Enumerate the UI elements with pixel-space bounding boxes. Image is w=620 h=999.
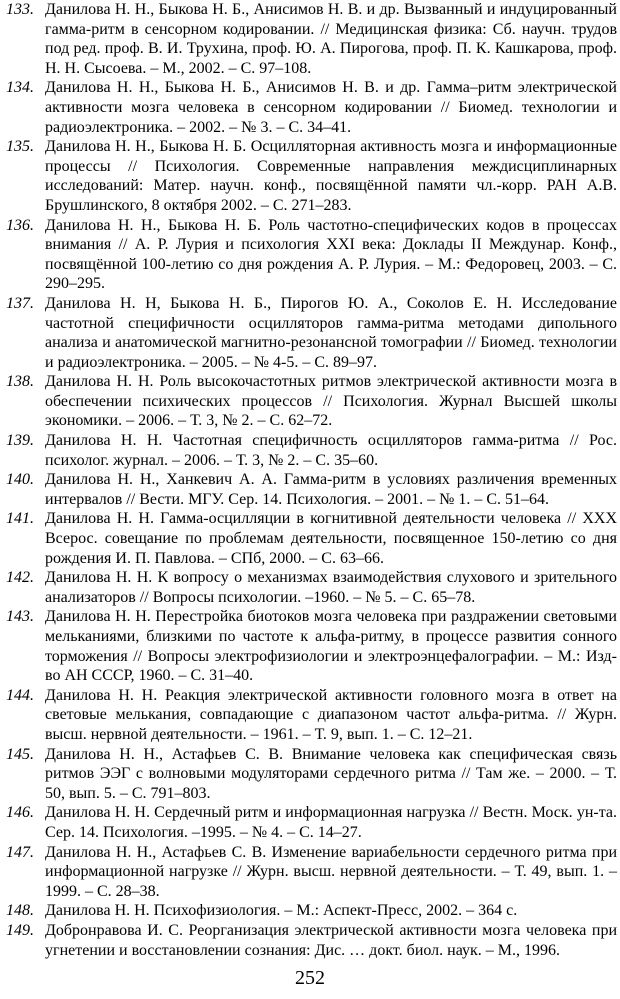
reference-item: [6, 921, 617, 960]
reference-text: Данилова Н. Н., Быкова Н. Б. Осцилляторная активность мозга и информационные процессы // Психология. Современные направления междисциплинарных исследований: Матер. научн. конф., посвящённой памяти чл.-корр. РАН А.В. Брушлинского, 8 октября 2002. – С. 271–283.: [45, 138, 617, 214]
reference-item: [6, 607, 617, 685]
reference-number: 133.: [6, 1, 34, 18]
reference-item: [6, 0, 617, 78]
reference-number: 137.: [6, 294, 34, 312]
reference-number: 146.: [6, 804, 34, 822]
reference-text: Данилова Н. Н. Роль высокочастотных ритмов электрической активности мозга в обеспечении психических процессов // Психология. Журнал Высшей школы экономики. – 2006. – Т. 3, № 2. – С. 62–72.: [45, 373, 617, 430]
reference-item: [6, 803, 617, 842]
reference-text: Данилова Н. Н., Ханкевич А. А. Гамма-ритм в условиях различения временных интервалов // Вести. МГУ. Сер. 14. Психология. – 2001. – № 1. – С. 51–64.: [45, 471, 617, 508]
reference-text: Данилова Н. Н. К вопросу о механизмах взаимодействия слухового и зрительного анализаторов // Вопросы психологии. –1960. – № 5. – С. 65–78.: [45, 569, 617, 606]
reference-text: Данилова Н. Н., Астафьев С. В. Внимание человека как специфическая связь ритмов ЭЭГ с волновыми модуляторами сердечного ритма // Там же. – 2000. – Т. 50, вып. 5. – С. 791–803.: [45, 745, 617, 802]
reference-item: [6, 843, 617, 902]
reference-number: 139.: [6, 432, 34, 450]
reference-text: Данилова Н. Н. Сердечный ритм и информационная нагрузка // Вестн. Моск. ун-та. Сер. 14. Психология. –1995. – № 4. – С. 14–27.: [45, 804, 617, 841]
reference-item: [6, 78, 617, 137]
reference-text: Данилова Н. Н. Реакция электрической активности головного мозга в ответ на световые мелькания, совпадающие с диапазоном частот альфа-ритма. // Журн. высш. нервной деятельности. – 1961. – Т. 9, вып. 1. – С. 12–21.: [45, 686, 617, 743]
reference-text: Данилова Н. Н. Гамма-осцилляции в когнитивной деятельности человека // XXX Всерос. совещание по проблемам деятельности, посвященное 150-летию со дня рождения И. П. Павлова. – СПб, 2000. – С. 63–66.: [45, 510, 617, 567]
reference-item: [6, 372, 617, 431]
reference-number: 145.: [6, 745, 34, 763]
reference-list: [6, 0, 617, 960]
reference-number: 143.: [6, 608, 34, 626]
page-number: 252: [295, 967, 325, 989]
reference-item: [6, 901, 617, 921]
reference-item: [6, 745, 617, 804]
reference-item: [6, 686, 617, 745]
reference-item: [6, 216, 617, 294]
reference-number: 149.: [6, 921, 34, 939]
reference-item: [6, 470, 617, 509]
reference-number: 144.: [6, 686, 34, 704]
reference-text: Данилова Н. Н., Быкова Н. Б. Роль частотно-специфических кодов в процессах внимания // А. Р. Лурия и психология XXI века: Доклады II Междунар. Конф., посвящённой 100-летию со дня рождения А. Р. Лурия. – М.: Федоровец, 2003. – С. 290–295.: [45, 216, 617, 293]
reference-number: 140.: [6, 471, 34, 489]
reference-item: [6, 509, 617, 568]
reference-item: [6, 568, 617, 607]
reference-text: Данилова Н. Н., Быкова Н. Б., Анисимов Н. В. и др. Гамма–ритм электрической активности мозга человека в сенсорном кодировании // Биомед. технологии и радиоэлектроника. – 2002. – № 3. – С. 34–41.: [45, 79, 617, 136]
reference-text: Добронравова И. С. Реорганизация электрической активности мозга человека при угнетении и восстановлении сознания: Дис. … докт. биол. наук. – М., 1996.: [45, 921, 617, 959]
reference-number: 136.: [6, 216, 34, 234]
reference-item: [6, 431, 617, 470]
reference-number: 142.: [6, 569, 34, 587]
reference-number: 148.: [6, 902, 34, 920]
reference-item: [6, 294, 617, 372]
reference-text: Данилова Н. Н, Быкова Н. Б., Пирогов Ю. А., Соколов Е. Н. Исследование частотной специфичности осцилляторов гамма-ритма методами дипольного анализа и анатомической магнитно-резонансной томографии // Биомед. технологии и радиоэлектроника. – 2005. – № 4-5. – С. 89–97.: [45, 294, 617, 371]
reference-number: 147.: [6, 843, 34, 861]
reference-number: 138.: [6, 373, 34, 391]
reference-number: 135.: [6, 138, 34, 156]
reference-text: Данилова Н. Н., Быкова Н. Б., Анисимов Н. В. и др. Вызванный и индуцированный гамма-ритм в сенсорном кодировании. // Медицинская физика: Сб. научн. трудов под ред. проф. В. И. Трухина, проф. Ю. А. Пирогова, проф. П. К. Кашкарова, проф. Н. Н. Сысоева. – М., 2002. – С. 97–108.: [45, 1, 617, 77]
reference-text: Данилова Н. Н. Частотная специфичность осцилляторов гамма-ритма // Рос. психолог. журнал. – 2006. – Т. 3, № 2. – С. 35–60.: [45, 432, 617, 469]
reference-number: 141.: [6, 510, 34, 528]
reference-number: 134.: [6, 79, 34, 97]
reference-text: Данилова Н. Н. Перестройка биотоков мозга человека при раздражении световыми мельканиями, близкими по частоте к альфа-ритму, в процессе развития сонного торможения // Вопросы электрофизиологии и электроэнцефалографии. – М.: Изд-во АН СССР, 1960. – С. 31–40.: [45, 608, 617, 685]
reference-item: [6, 137, 617, 215]
reference-text: Данилова Н. Н. Психофизиология. – М.: Аспект-Пресс, 2002. – 364 с.: [45, 902, 518, 920]
reference-text: Данилова Н. Н., Астафьев С. В. Изменение вариабельности сердечного ритма при информационной нагрузке // Журн. высш. нервной деятельности. – Т. 49, вып. 1. – 1999. – С. 28–38.: [45, 843, 617, 900]
